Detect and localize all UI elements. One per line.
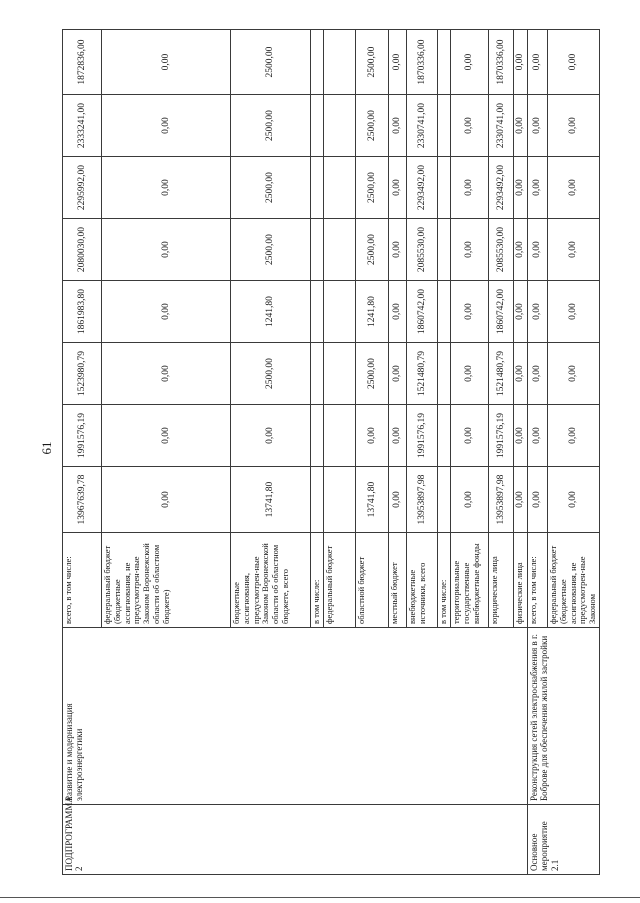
amount-cell: 1991576,19 (63, 405, 102, 467)
amount-cell: 0,00 (528, 157, 548, 219)
amount-cell: 2500,00 (356, 30, 389, 95)
amount-cell: 0,00 (548, 343, 600, 405)
funding-source: в том числе: (311, 533, 324, 628)
amount-cell: 2330741,00 (407, 95, 438, 157)
funding-source: юридические лица (489, 533, 514, 628)
funding-source: физические лица (514, 533, 528, 628)
amount-cell: 0,00 (528, 405, 548, 467)
funding-source: федеральный бюджет (324, 533, 356, 628)
amount-cell: 0,00 (548, 467, 600, 533)
amount-cell: 0,00 (389, 343, 407, 405)
amount-cell: 0,00 (389, 405, 407, 467)
amount-cell: 2500,00 (356, 219, 389, 281)
amount-cell: 0,00 (102, 157, 231, 219)
amount-cell: 0,00 (548, 157, 600, 219)
amount-cell: 0,00 (389, 219, 407, 281)
amount-cell: 1870336,00 (407, 30, 438, 95)
amount-cell: 0,00 (389, 281, 407, 343)
amount-cell: 0,00 (528, 281, 548, 343)
amount-cell: 0,00 (102, 219, 231, 281)
amount-cell: 0,00 (102, 343, 231, 405)
funding-source: бюджетные ассигнования, предусмотрен-ные Законом Воронежской области об областном бюджете, всего (231, 533, 311, 628)
amount-cell: 0,00 (102, 30, 231, 95)
amount-cell: 2500,00 (356, 157, 389, 219)
amount-cell: 1860742,00 (407, 281, 438, 343)
amount-cell: 0,00 (514, 219, 528, 281)
amount-cell (324, 219, 356, 281)
amount-cell: 0,00 (389, 467, 407, 533)
amount-cell: 13953897,98 (489, 467, 514, 533)
amount-cell (311, 281, 324, 343)
funding-source: внебюджетные источники, всего (407, 533, 438, 628)
amount-cell: 2293492,00 (489, 157, 514, 219)
amount-cell (311, 405, 324, 467)
amount-cell (324, 30, 356, 95)
amount-cell: 0,00 (451, 219, 489, 281)
amount-cell: 0,00 (102, 467, 231, 533)
funding-source: территориальные государственные внебюджетные фонды (451, 533, 489, 628)
amount-cell (438, 405, 451, 467)
amount-cell (438, 281, 451, 343)
amount-cell: 0,00 (528, 219, 548, 281)
amount-cell: 1861983,80 (63, 281, 102, 343)
amount-cell: 0,00 (451, 157, 489, 219)
amount-cell: 1872836,00 (63, 30, 102, 95)
amount-cell: 0,00 (528, 343, 548, 405)
funding-source: всего, в том числе: (528, 533, 548, 628)
amount-cell: 1521480,79 (407, 343, 438, 405)
amount-cell (438, 219, 451, 281)
amount-cell: 0,00 (231, 405, 311, 467)
funding-source: федеральный бюджет (бюджетные ассигнования, не предусмотрен-ные Законом (548, 533, 600, 628)
amount-cell: 2500,00 (356, 95, 389, 157)
amount-cell (438, 30, 451, 95)
amount-cell (438, 95, 451, 157)
amount-cell: 2500,00 (231, 95, 311, 157)
amount-cell (311, 467, 324, 533)
amount-cell: 0,00 (514, 405, 528, 467)
amount-cell: 1991576,19 (489, 405, 514, 467)
amount-cell: 0,00 (389, 95, 407, 157)
amount-cell: 2295992,00 (63, 157, 102, 219)
measure-code: Основное мероприятие 2.1 (528, 805, 600, 875)
amount-cell: 0,00 (528, 95, 548, 157)
amount-cell: 0,00 (548, 30, 600, 95)
program-row (63, 30, 102, 875)
amount-cell: 2085530,00 (407, 219, 438, 281)
amount-cell: 0,00 (514, 281, 528, 343)
amount-cell: 0,00 (548, 405, 600, 467)
amount-cell: 13741,80 (356, 467, 389, 533)
amount-cell (311, 219, 324, 281)
amount-cell: 1523980,79 (63, 343, 102, 405)
funding-source: местный бюджет (389, 533, 407, 628)
amount-cell: 1991576,19 (407, 405, 438, 467)
amount-cell (324, 281, 356, 343)
amount-cell: 0,00 (102, 281, 231, 343)
amount-cell (311, 30, 324, 95)
amount-cell: 1521480,79 (489, 343, 514, 405)
amount-cell (311, 157, 324, 219)
amount-cell: 0,00 (528, 30, 548, 95)
amount-cell (324, 467, 356, 533)
amount-cell: 2500,00 (231, 343, 311, 405)
amount-cell: 2333241,00 (63, 95, 102, 157)
amount-cell: 0,00 (356, 405, 389, 467)
funding-source: федеральный бюджет (бюджетные ассигнования, не предусмотрен-ные Законом Воронежской области об областном бюджете) (102, 533, 231, 628)
amount-cell: 1241,80 (231, 281, 311, 343)
funding-table (62, 29, 600, 875)
amount-cell: 0,00 (514, 343, 528, 405)
amount-cell: 2085530,00 (489, 219, 514, 281)
amount-cell: 2500,00 (356, 343, 389, 405)
amount-cell (324, 157, 356, 219)
amount-cell: 0,00 (548, 95, 600, 157)
amount-cell: 1241,80 (356, 281, 389, 343)
amount-cell: 0,00 (514, 30, 528, 95)
amount-cell: 2500,00 (231, 30, 311, 95)
amount-cell (324, 343, 356, 405)
amount-cell: 0,00 (451, 95, 489, 157)
amount-cell (324, 405, 356, 467)
amount-cell: 0,00 (451, 343, 489, 405)
rotated-table-frame (62, 39, 598, 875)
amount-cell (438, 343, 451, 405)
amount-cell: 0,00 (451, 30, 489, 95)
amount-cell: 2500,00 (231, 157, 311, 219)
amount-cell: 0,00 (451, 281, 489, 343)
amount-cell: 0,00 (548, 281, 600, 343)
amount-cell: 13953897,98 (407, 467, 438, 533)
funding-source: в том числе: (438, 533, 451, 628)
amount-cell: 0,00 (389, 30, 407, 95)
amount-cell (438, 467, 451, 533)
amount-cell (311, 343, 324, 405)
page-number: 61 (39, 441, 54, 455)
program-code: ПОДПРОГРАММА 2 (63, 805, 528, 875)
measure-name: Реконструкция сетей электроснабжения в г. Боброве для обеспечения жилой застройки (528, 628, 600, 805)
amount-cell: 0,00 (548, 219, 600, 281)
amount-cell: 0,00 (389, 157, 407, 219)
amount-cell: 1860742,00 (489, 281, 514, 343)
funding-source: областной бюджет (356, 533, 389, 628)
measure-row (528, 30, 548, 875)
amount-cell: 2080030,00 (63, 219, 102, 281)
amount-cell: 13967639,78 (63, 467, 102, 533)
amount-cell: 0,00 (102, 405, 231, 467)
page-bottom-edge (0, 897, 640, 898)
amount-cell: 2330741,00 (489, 95, 514, 157)
amount-cell: 0,00 (102, 95, 231, 157)
amount-cell: 2293492,00 (407, 157, 438, 219)
amount-cell: 0,00 (514, 157, 528, 219)
amount-cell: 0,00 (514, 95, 528, 157)
table-stage (62, 39, 598, 875)
amount-cell: 2500,00 (231, 219, 311, 281)
amount-cell: 0,00 (451, 405, 489, 467)
amount-cell (324, 95, 356, 157)
amount-cell: 1870336,00 (489, 30, 514, 95)
amount-cell: 0,00 (451, 467, 489, 533)
amount-cell: 13741,80 (231, 467, 311, 533)
amount-cell: 0,00 (514, 467, 528, 533)
funding-source: всего, в том числе: (63, 533, 102, 628)
amount-cell (438, 157, 451, 219)
program-name: Развитие и модернизация электроэнергетики (63, 628, 528, 805)
amount-cell (311, 95, 324, 157)
amount-cell: 0,00 (528, 467, 548, 533)
